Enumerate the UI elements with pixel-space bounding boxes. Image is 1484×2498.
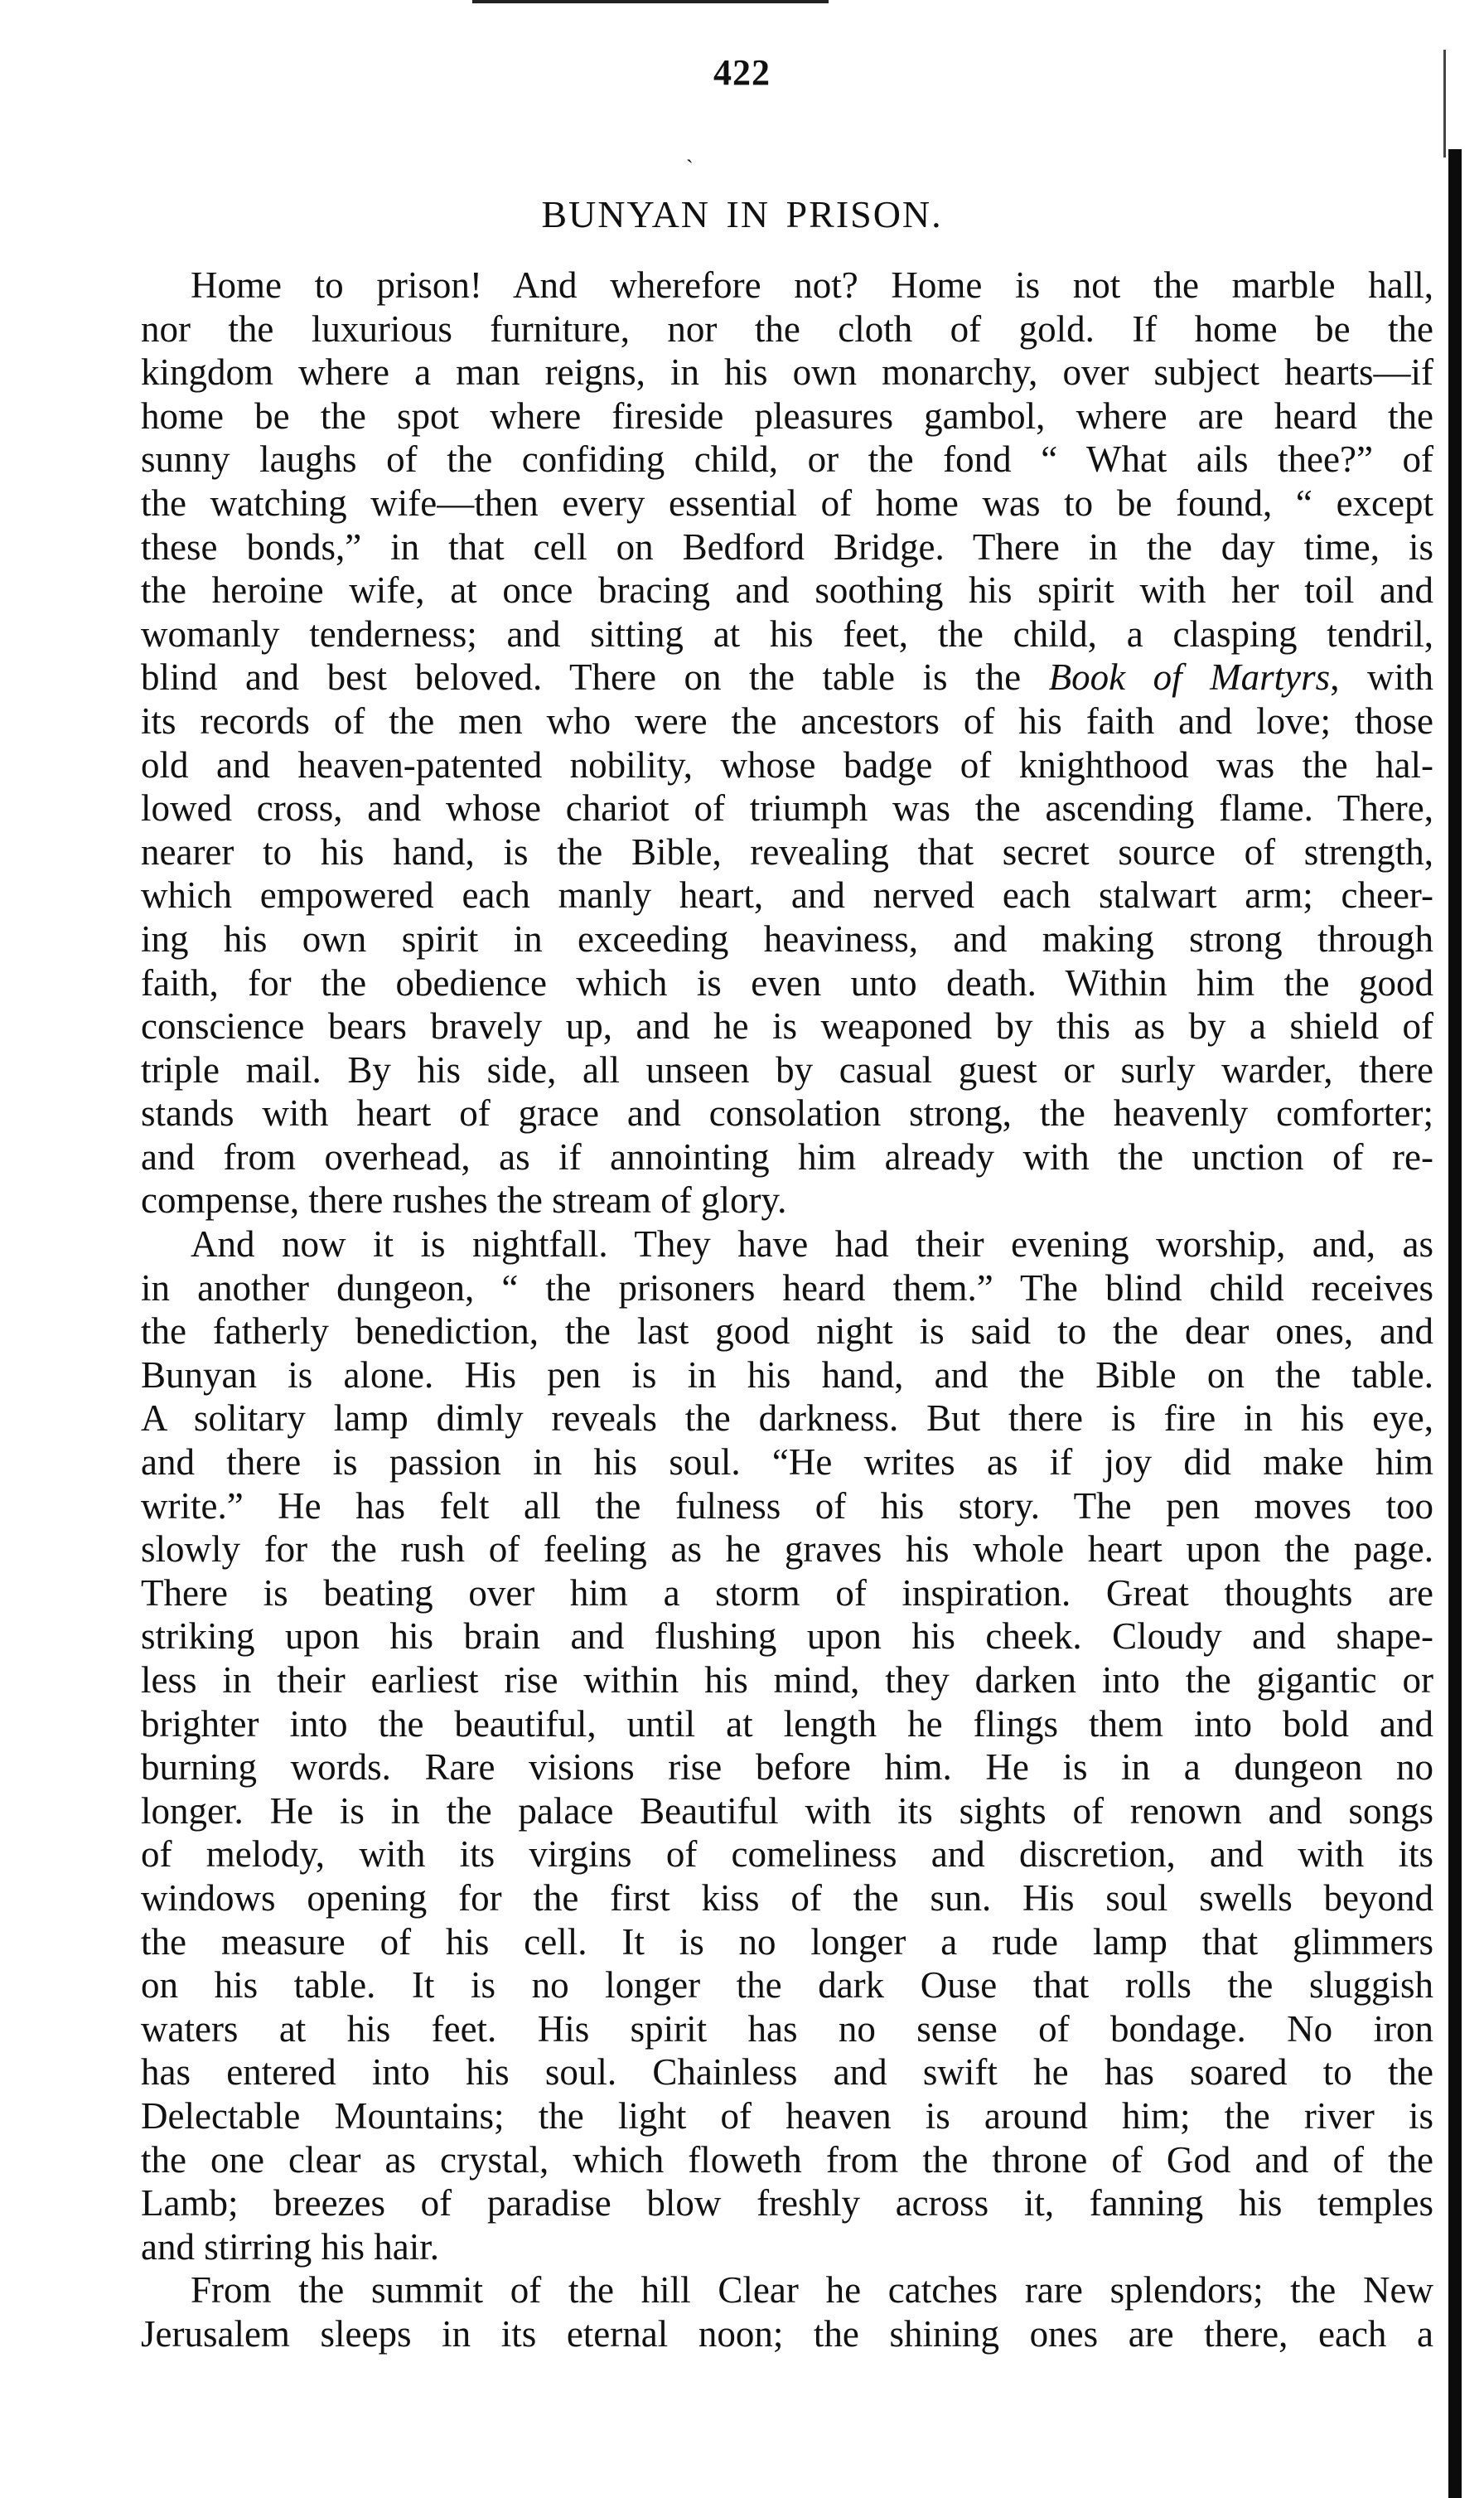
text-line: blind and best beloved. There on the table is the Book of Martyrs, with	[141, 656, 1433, 699]
text-line: conscience bears bravely up, and he is weaponed by this as by a shield of	[141, 1005, 1433, 1048]
text-line: home be the spot where fireside pleasures gambol, where are heard the	[141, 395, 1433, 437]
text-line: There is beating over him a storm of inspiration. Great thoughts are	[141, 1571, 1433, 1614]
text-line: And now it is nightfall. They have had their evening worship, and, as	[191, 1223, 1433, 1266]
body-text	[141, 264, 1433, 2356]
book-title: Book of Martyrs	[1048, 656, 1331, 699]
page-number: 422	[713, 52, 771, 93]
text-line: From the summit of the hill Clear he catches rare splendors; the New	[191, 2269, 1433, 2312]
text-line: write.” He has felt all the fulness of his story. The pen moves too	[141, 1484, 1433, 1527]
text-line: in another dungeon, “ the prisoners heard them.” The blind child receives	[141, 1266, 1433, 1309]
text-line: womanly tenderness; and sitting at his feet, the child, a clasping tendril,	[141, 612, 1433, 655]
text-line: Lamb; breezes of paradise blow freshly across it, fanning his temples	[141, 2182, 1433, 2224]
text-line: on his table. It is no longer the dark Ouse that rolls the sluggish	[141, 1964, 1433, 2007]
text-line: stands with heart of grace and consolation strong, the heavenly comforter;	[141, 1092, 1433, 1135]
text-line: the measure of his cell. It is no longer a rude lamp that glimmers	[141, 1920, 1433, 1963]
text-line: nearer to his hand, is the Bible, revealing that secret source of strength,	[141, 830, 1433, 873]
text-line: old and heaven-patented nobility, whose badge of knighthood was the hal-	[141, 743, 1433, 786]
text-line: slowly for the rush of feeling as he graves his whole heart upon the page.	[141, 1528, 1433, 1571]
printer-mark: `	[686, 156, 694, 180]
text-line: windows opening for the first kiss of the sun. His soul swells beyond	[141, 1876, 1433, 1919]
text-line: kingdom where a man reigns, in his own monarchy, over subject hearts—if	[141, 351, 1433, 394]
text-line: triple mail. By his side, all unseen by casual guest or surly warder, there	[141, 1048, 1433, 1091]
text-line: ing his own spirit in exceeding heaviness, and making strong through	[141, 917, 1433, 960]
text-line: these bonds,” in that cell on Bedford Bridge. There in the day time, is	[141, 525, 1433, 568]
text-line: waters at his feet. His spirit has no sense of bondage. No iron	[141, 2007, 1433, 2050]
text-line: compense, there rushes the stream of glory.	[141, 1179, 787, 1222]
text-line: of melody, with its virgins of comeliness and discretion, and with its	[141, 1833, 1433, 1876]
text-line: Delectable Mountains; the light of heaven is around him; the river is	[141, 2094, 1433, 2137]
text-line: has entered into his soul. Chainless and swift he has soared to the	[141, 2051, 1433, 2094]
text-line: sunny laughs of the confiding child, or the fond “ What ails thee?” of	[141, 438, 1433, 481]
text-line: lowed cross, and whose chariot of triumph was the ascending flame. There,	[141, 787, 1433, 830]
text-line: Bunyan is alone. His pen is in his hand, and the Bible on the table.	[141, 1353, 1433, 1396]
text-line: and from overhead, as if annointing him already with the unction of re-	[141, 1135, 1433, 1178]
text-line: Home to prison! And wherefore not? Home is not the marble hall,	[191, 264, 1433, 306]
text-line: striking upon his brain and flushing upon his cheek. Cloudy and shape-	[141, 1615, 1433, 1658]
text-line: and stirring his hair.	[141, 2225, 439, 2268]
text-line: the one clear as crystal, which floweth from the throne of God and of the	[141, 2138, 1433, 2181]
text-line: faith, for the obedience which is even unto death. Within him the good	[141, 961, 1433, 1004]
text-line: which empowered each manly heart, and nerved each stalwart arm; cheer-	[141, 874, 1433, 917]
text-line: A solitary lamp dimly reveals the darkness. But there is fire in his eye,	[141, 1397, 1433, 1440]
text-line: longer. He is in the palace Beautiful with its sights of renown and songs	[141, 1789, 1433, 1832]
text-line: the heroine wife, at once bracing and soothing his spirit with her toil and	[141, 569, 1433, 612]
text-line: burning words. Rare visions rise before him. He is in a dungeon no	[141, 1746, 1433, 1789]
text-line: less in their earliest rise within his mind, they darken into the gigantic or	[141, 1659, 1433, 1701]
text-line: and there is passion in his soul. “He writes as if joy did make him	[141, 1441, 1433, 1484]
chapter-title: BUNYAN IN PRISON.	[541, 193, 943, 235]
top-rule	[472, 0, 829, 3]
text-line: the fatherly benediction, the last good night is said to the dear ones, and	[141, 1310, 1433, 1353]
page-edge-shadow	[1448, 149, 1462, 2498]
text-line: the watching wife—then every essential of home was to be found, “ except	[141, 482, 1433, 524]
text-line: Jerusalem sleeps in its eternal noon; the shining ones are there, each a	[141, 2312, 1433, 2355]
text-line: brighter into the beautiful, until at length he flings them into bold and	[141, 1702, 1433, 1745]
text-line: nor the luxurious furniture, nor the cloth of gold. If home be the	[141, 307, 1433, 350]
text-line: its records of the men who were the ancestors of his faith and love; those	[141, 700, 1433, 742]
